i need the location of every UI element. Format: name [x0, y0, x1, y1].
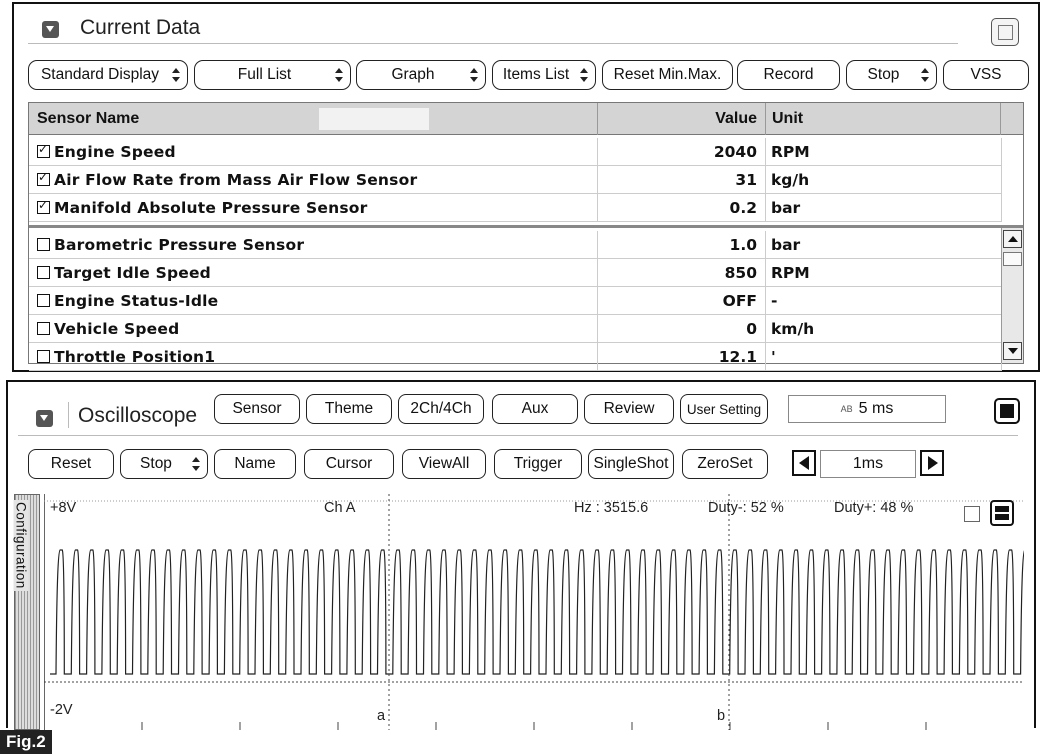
sensor-unit: ' [771, 348, 776, 366]
table-row[interactable] [29, 315, 1001, 343]
sensor-value: 850 [724, 264, 757, 282]
scope-display[interactable] [44, 494, 1024, 730]
channel-checkbox[interactable] [964, 506, 980, 522]
updown-arrow-icon [334, 68, 344, 82]
updown-arrow-icon [920, 68, 930, 82]
sensor-name: Air Flow Rate from Mass Air Flow Sensor [54, 171, 418, 189]
sensor-value: OFF [722, 292, 757, 310]
button-label: Standard Display [40, 66, 160, 83]
toolbar-button-stop[interactable] [846, 60, 937, 90]
cell-divider [765, 166, 766, 194]
scroll-down-icon[interactable] [1003, 342, 1022, 360]
updown-arrow-icon [191, 457, 201, 471]
button-label: Name [234, 455, 276, 472]
button-label: Stop [140, 455, 172, 472]
osc-button-sensor[interactable]: Sensor [214, 394, 300, 424]
sensor-unit: RPM [771, 264, 810, 282]
row-checkbox[interactable] [37, 201, 50, 214]
table-row[interactable] [29, 166, 1001, 194]
updown-arrow-icon [579, 68, 589, 82]
updown-arrow-icon [171, 68, 181, 82]
osc-control-singleshot[interactable] [588, 449, 674, 479]
duty-plus-readout: Duty+: 48 % [834, 500, 914, 516]
panel-title: Current Data [80, 16, 201, 39]
row-checkbox[interactable] [37, 322, 50, 335]
current-data-panel [12, 2, 1040, 372]
header-search-field[interactable] [319, 108, 429, 130]
toolbar-button-reset-min-max[interactable] [602, 60, 733, 90]
cell-divider [1001, 194, 1002, 222]
button-label: ViewAll [418, 455, 470, 472]
duty-minus-readout: Duty-: 52 % [708, 500, 784, 516]
button-label: Cursor [325, 455, 373, 472]
toolbar-button-standard-display[interactable] [28, 60, 188, 90]
col-sensor-name[interactable]: Sensor Name [37, 110, 140, 127]
toolbar-button-items-list[interactable] [492, 60, 596, 90]
cursor-b-label: b [717, 708, 726, 724]
scroll-up-icon[interactable] [1003, 230, 1022, 248]
divider [68, 402, 69, 428]
table-row[interactable] [29, 259, 1001, 287]
button-label: VSS [970, 66, 1002, 83]
updown-arrow-icon [469, 68, 479, 82]
sensor-value: 12.1 [718, 348, 757, 366]
toolbar-button-graph[interactable] [356, 60, 486, 90]
sensor-unit: bar [771, 199, 801, 217]
row-checkbox[interactable] [37, 238, 50, 251]
layout-toggle-icon[interactable] [990, 500, 1014, 526]
sensor-value: 31 [735, 171, 757, 189]
toolbar-button-full-list[interactable] [194, 60, 351, 90]
cell-divider [765, 138, 766, 166]
osc-control-stop[interactable] [120, 449, 208, 479]
collapse-icon[interactable] [42, 21, 59, 38]
cell-divider [765, 194, 766, 222]
table-row[interactable] [29, 194, 1001, 222]
sensor-name: Throttle Position1 [54, 348, 216, 366]
scrollbar[interactable] [1001, 228, 1023, 363]
toolbar-button-vss[interactable] [943, 60, 1029, 90]
sensor-unit: kg/h [771, 171, 810, 189]
sensor-name: Engine Speed [54, 143, 176, 161]
y-max-label: +8V [50, 500, 77, 516]
cell-divider [765, 259, 766, 287]
button-label: Items List [502, 66, 570, 83]
sensor-value: 0 [746, 320, 757, 338]
time-div-field[interactable] [788, 395, 946, 423]
osc-control-trigger[interactable] [494, 449, 582, 479]
scroll-thumb[interactable] [1003, 252, 1022, 266]
sensor-name: Engine Status-Idle [54, 292, 219, 310]
fixed-row-divider [29, 225, 1023, 228]
button-label: SingleShot [593, 455, 669, 472]
waveform-plot[interactable] [44, 494, 1024, 730]
osc-control-cursor[interactable] [304, 449, 394, 479]
sensor-name: Vehicle Speed [54, 320, 180, 338]
cell-divider [1001, 166, 1002, 194]
table-row[interactable] [29, 287, 1001, 315]
time-div-icon: AB [840, 403, 853, 414]
sensor-name: Manifold Absolute Pressure Sensor [54, 199, 368, 217]
button-label: ZeroSet [697, 455, 753, 472]
cell-divider [765, 287, 766, 315]
collapse-icon[interactable] [36, 410, 53, 427]
arrow-right-icon[interactable] [920, 450, 944, 476]
button-label: Record [763, 66, 814, 83]
time-div-value: 5 ms [858, 400, 894, 417]
osc-control-name[interactable] [214, 449, 296, 479]
row-checkbox[interactable] [37, 173, 50, 186]
panel-title: Oscilloscope [78, 404, 198, 427]
row-checkbox[interactable] [37, 350, 50, 363]
sensor-unit: - [771, 292, 778, 310]
table-header [29, 103, 1023, 135]
osc-button-review[interactable]: Review [584, 394, 674, 424]
sensor-unit: km/h [771, 320, 815, 338]
sensor-value: 1.0 [729, 236, 757, 254]
osc-button-theme[interactable]: Theme [306, 394, 392, 424]
button-label: Stop [867, 66, 900, 83]
button-label: Full List [237, 66, 292, 83]
table-row[interactable] [29, 231, 1001, 259]
y-min-label: -2V [50, 702, 73, 718]
channel-label: Ch A [324, 500, 356, 516]
button-label: Graph [391, 66, 435, 83]
step-field[interactable] [820, 450, 916, 478]
sensor-unit: bar [771, 236, 801, 254]
current-data-header [28, 12, 958, 44]
button-label: Reset [50, 455, 92, 472]
cell-divider [1001, 138, 1002, 166]
row-checkbox[interactable] [37, 266, 50, 279]
osc-button-user-setting[interactable]: User Setting [680, 394, 768, 424]
cell-divider [765, 343, 766, 371]
sensor-value: 0.2 [729, 199, 757, 217]
maximize-icon[interactable] [991, 18, 1019, 46]
figure-label: Fig.2 [0, 730, 52, 754]
osc-control-zeroset[interactable] [682, 449, 768, 479]
table-row[interactable] [29, 343, 1001, 371]
sensor-name: Barometric Pressure Sensor [54, 236, 305, 254]
stop-square-icon[interactable] [994, 398, 1020, 424]
osc-control-viewall[interactable] [402, 449, 486, 479]
sensor-unit: RPM [771, 143, 810, 161]
col-value[interactable]: Value [597, 103, 763, 135]
col-unit[interactable]: Unit [765, 103, 1001, 135]
arrow-left-icon[interactable] [792, 450, 816, 476]
osc-button-2ch-4ch[interactable]: 2Ch/4Ch [398, 394, 484, 424]
sensor-name: Target Idle Speed [54, 264, 211, 282]
cursor-a-label: a [377, 708, 386, 724]
cell-divider [765, 315, 766, 343]
row-checkbox[interactable] [37, 145, 50, 158]
row-checkbox[interactable] [37, 294, 50, 307]
button-label: Reset Min.Max. [613, 66, 722, 83]
step-value: 1ms [852, 455, 884, 472]
waveform-series-line [50, 550, 1024, 674]
frequency-readout: Hz : 3515.6 [574, 500, 649, 516]
osc-button-aux[interactable]: Aux [492, 394, 578, 424]
sensor-value: 2040 [713, 143, 757, 161]
cell-divider [765, 231, 766, 259]
osc-control-reset[interactable] [28, 449, 114, 479]
table-row[interactable] [29, 138, 1001, 166]
toolbar-button-record[interactable] [737, 60, 840, 90]
sensor-table [28, 102, 1024, 364]
oscilloscope-panel [6, 380, 1036, 728]
configuration-label[interactable]: Configuration [13, 502, 29, 589]
button-label: Trigger [513, 455, 563, 472]
